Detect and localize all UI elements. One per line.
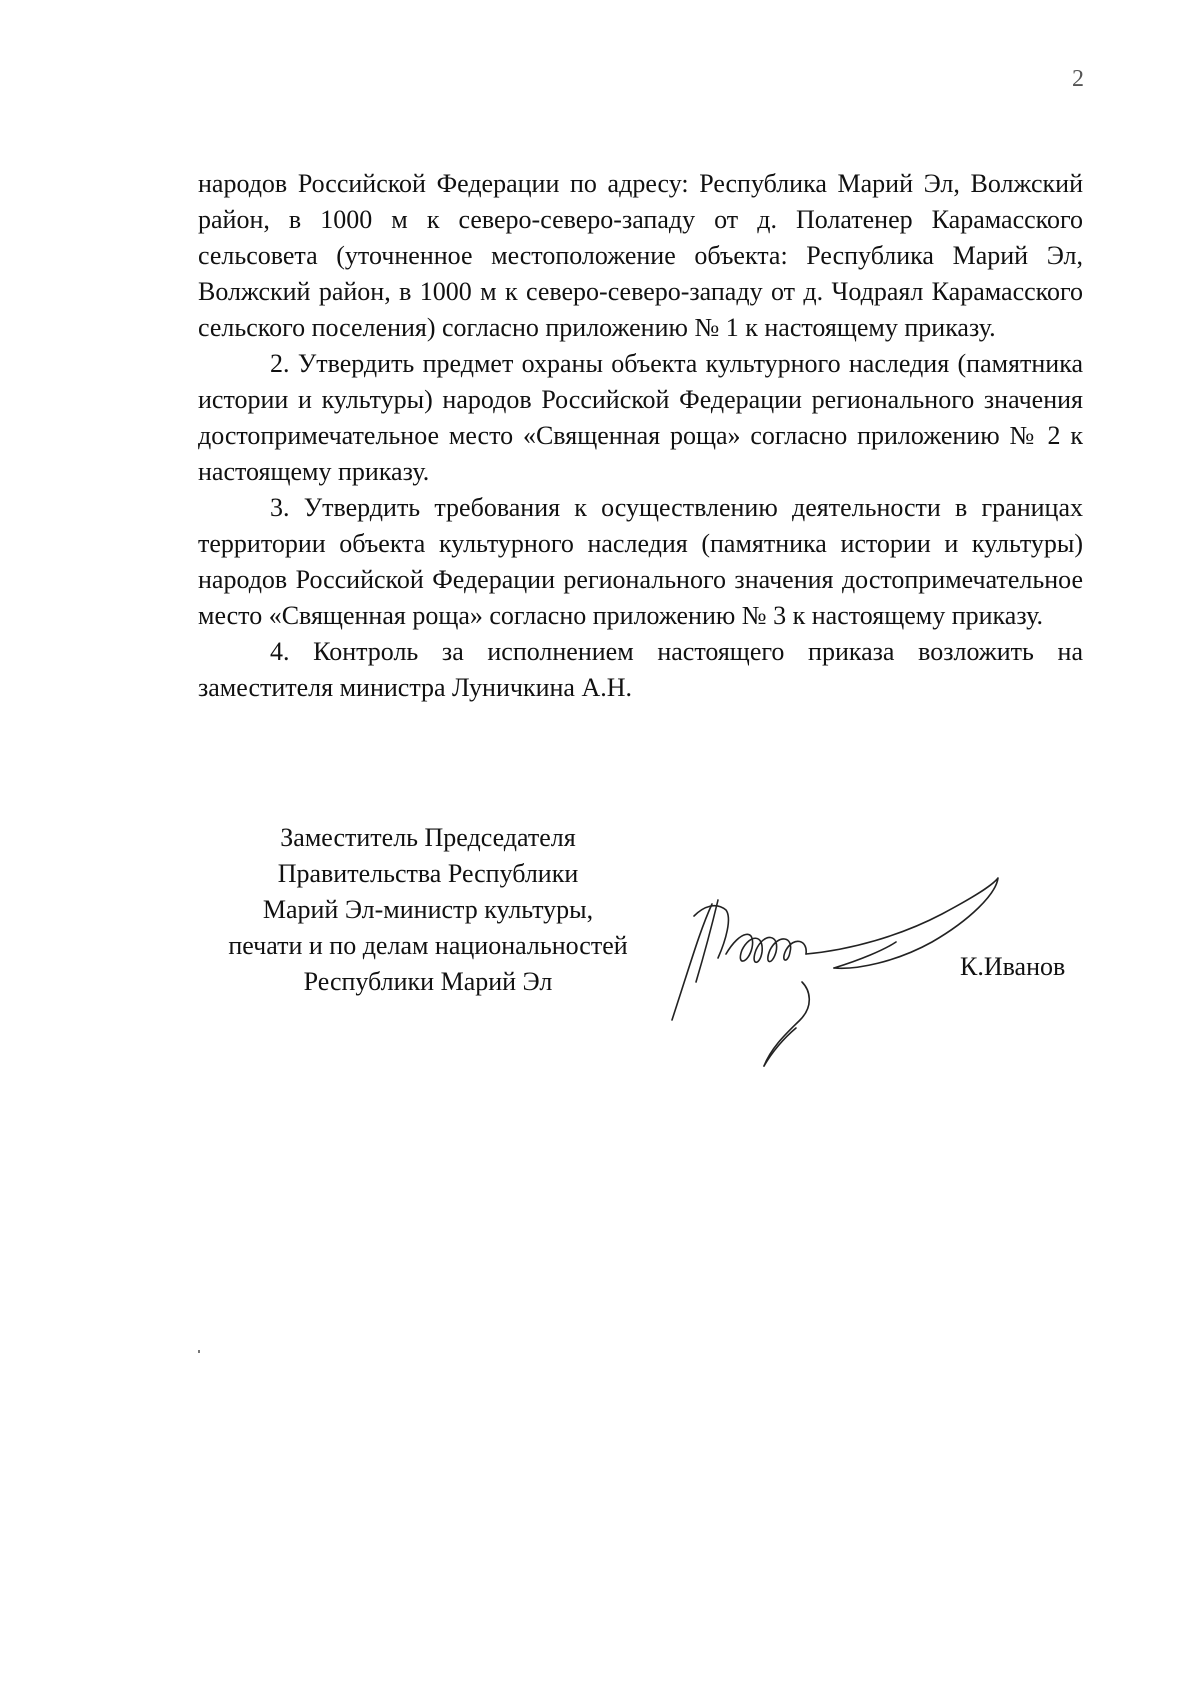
- paragraph-continuation: народов Российской Федерации по адресу: Республика Марий Эл, Волжский район, в 1000 м к северо-северо-западу от д. Полатенер Карамасского сельсовета (уточненное местоположение объекта: Республика Марий Эл, Волжский район, в 1000 м к северо-северо-западу от д. Чодраял Карамасского сельского поселения) согласно приложению № 1 к настоящему приказу.: [198, 169, 1083, 342]
- signatory-position-line: Марий Эл-министр культуры,: [262, 895, 594, 924]
- paragraph-item-3: 3. Утвердить требования к осуществлению деятельности в границах территории объекта культурного наследия (памятника истории и культуры) народов Российской Федерации регионального значения достопримечательное место «Священная роща» согласно приложению № 3 к настоящему приказу.: [198, 493, 1083, 630]
- signatory-position-line: Республики Марий Эл: [303, 967, 553, 996]
- signatory-position-line: Правительства Республики: [277, 859, 579, 888]
- scan-speck: [198, 1350, 200, 1353]
- signatory-position-line: печати и по делам национальностей: [228, 931, 628, 960]
- order-body: [198, 166, 1083, 706]
- page-number: 2: [1072, 66, 1084, 92]
- paragraph-item-2: 2. Утвердить предмет охраны объекта культурного наследия (памятника истории и культуры) народов Российской Федерации регионального значения достопримечательное место «Священная роща» согласно приложению № 2 к настоящему приказу.: [198, 349, 1083, 486]
- signer-name: К.Иванов: [960, 952, 1066, 981]
- paragraph-item-4: 4. Контроль за исполнением настоящего приказа возложить на заместителя министра Луничкина А.Н.: [198, 637, 1083, 702]
- signatory-position-line: Заместитель Председателя: [280, 823, 576, 852]
- signatory-position: [198, 820, 658, 1000]
